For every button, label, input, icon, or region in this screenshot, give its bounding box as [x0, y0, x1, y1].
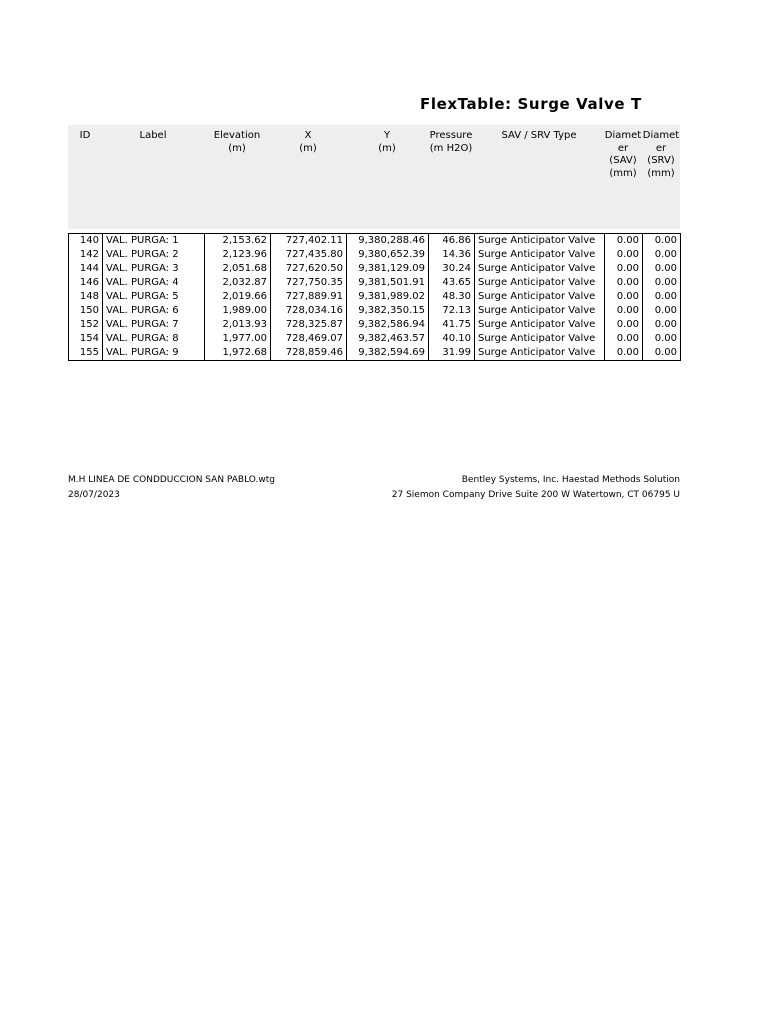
cell-y: 9,380,652.39 — [347, 248, 429, 262]
cell-label: VAL. PURGA: 3 — [103, 262, 205, 276]
cell-diam-srv: 0.00 — [643, 346, 681, 361]
cell-x: 728,034.16 — [271, 304, 347, 318]
cell-label: VAL. PURGA: 4 — [103, 276, 205, 290]
cell-diam-srv: 0.00 — [643, 262, 681, 276]
cell-x: 728,859.46 — [271, 346, 347, 361]
cell-id: 142 — [69, 248, 103, 262]
column-header-sav-srv-type: SAV / SRV Type — [501, 130, 577, 141]
cell-diam-sav: 0.00 — [605, 346, 643, 361]
cell-x: 727,435.80 — [271, 248, 347, 262]
cell-diam-sav: 0.00 — [605, 276, 643, 290]
cell-diam-sav: 0.00 — [605, 318, 643, 332]
table-row — [69, 332, 681, 346]
cell-elevation: 2,051.68 — [205, 262, 271, 276]
cell-y: 9,381,501.91 — [347, 276, 429, 290]
table-body — [69, 234, 681, 361]
cell-id: 144 — [69, 262, 103, 276]
cell-id: 148 — [69, 290, 103, 304]
cell-pressure: 40.10 — [429, 332, 475, 346]
cell-elevation: 1,972.68 — [205, 346, 271, 361]
footer-address: 27 Siemon Company Drive Suite 200 W Watertown, CT 06795 U — [391, 490, 680, 500]
cell-id: 155 — [69, 346, 103, 361]
cell-elevation: 1,977.00 — [205, 332, 271, 346]
cell-label: VAL. PURGA: 6 — [103, 304, 205, 318]
cell-diam-srv: 0.00 — [643, 304, 681, 318]
column-header-id: ID — [79, 130, 91, 141]
cell-diam-sav: 0.00 — [605, 290, 643, 304]
cell-type: Surge Anticipator Valve — [475, 234, 605, 249]
cell-type: Surge Anticipator Valve — [475, 318, 605, 332]
cell-type: Surge Anticipator Valve — [475, 332, 605, 346]
column-header-x: X (m) — [299, 130, 317, 154]
cell-id: 140 — [69, 234, 103, 249]
cell-diam-sav: 0.00 — [605, 262, 643, 276]
cell-diam-srv: 0.00 — [643, 234, 681, 249]
cell-type: Surge Anticipator Valve — [475, 248, 605, 262]
cell-id: 150 — [69, 304, 103, 318]
table-row — [69, 262, 681, 276]
cell-type: Surge Anticipator Valve — [475, 276, 605, 290]
cell-y: 9,382,463.57 — [347, 332, 429, 346]
cell-type: Surge Anticipator Valve — [475, 346, 605, 361]
cell-elevation: 2,013.93 — [205, 318, 271, 332]
cell-y: 9,380,288.46 — [347, 234, 429, 249]
table-row — [69, 234, 681, 249]
cell-diam-srv: 0.00 — [643, 318, 681, 332]
cell-y: 9,382,586.94 — [347, 318, 429, 332]
table-row — [69, 290, 681, 304]
cell-type: Surge Anticipator Valve — [475, 304, 605, 318]
cell-diam-srv: 0.00 — [643, 276, 681, 290]
table-row — [69, 346, 681, 361]
cell-id: 154 — [69, 332, 103, 346]
cell-diam-sav: 0.00 — [605, 332, 643, 346]
cell-x: 727,750.35 — [271, 276, 347, 290]
footer-company: Bentley Systems, Inc. Haestad Methods Solution — [461, 475, 680, 485]
cell-elevation: 2,019.66 — [205, 290, 271, 304]
cell-y: 9,381,129.09 — [347, 262, 429, 276]
cell-pressure: 31.99 — [429, 346, 475, 361]
cell-pressure: 48.30 — [429, 290, 475, 304]
cell-pressure: 30.24 — [429, 262, 475, 276]
page-title: FlexTable: Surge Valve T — [420, 95, 642, 113]
cell-label: VAL. PURGA: 7 — [103, 318, 205, 332]
cell-y: 9,382,594.69 — [347, 346, 429, 361]
column-header-diameter-sav: Diamet er (SAV) (mm) — [604, 130, 642, 179]
cell-pressure: 41.75 — [429, 318, 475, 332]
cell-label: VAL. PURGA: 1 — [103, 234, 205, 249]
cell-x: 727,402.11 — [271, 234, 347, 249]
cell-pressure: 43.65 — [429, 276, 475, 290]
cell-x: 727,620.50 — [271, 262, 347, 276]
footer-filename: M.H LINEA DE CONDDUCCION SAN PABLO.wtg — [68, 475, 275, 485]
cell-label: VAL. PURGA: 5 — [103, 290, 205, 304]
table-row — [69, 276, 681, 290]
cell-diam-srv: 0.00 — [643, 290, 681, 304]
footer-date: 28/07/2023 — [68, 490, 120, 500]
cell-x: 727,889.91 — [271, 290, 347, 304]
column-header-pressure: Pressure (m H2O) — [429, 130, 473, 154]
cell-elevation: 1,989.00 — [205, 304, 271, 318]
surge-valve-table — [68, 233, 681, 361]
cell-diam-srv: 0.00 — [643, 332, 681, 346]
table-row — [69, 318, 681, 332]
cell-type: Surge Anticipator Valve — [475, 290, 605, 304]
cell-diam-srv: 0.00 — [643, 248, 681, 262]
cell-y: 9,382,350.15 — [347, 304, 429, 318]
cell-id: 152 — [69, 318, 103, 332]
cell-x: 728,325.87 — [271, 318, 347, 332]
cell-pressure: 14.36 — [429, 248, 475, 262]
cell-diam-sav: 0.00 — [605, 248, 643, 262]
cell-label: VAL. PURGA: 2 — [103, 248, 205, 262]
column-header-y: Y (m) — [378, 130, 396, 154]
cell-y: 9,381,989.02 — [347, 290, 429, 304]
cell-label: VAL. PURGA: 8 — [103, 332, 205, 346]
table-row — [69, 304, 681, 318]
cell-elevation: 2,123.96 — [205, 248, 271, 262]
cell-label: VAL. PURGA: 9 — [103, 346, 205, 361]
column-header-elevation: Elevation (m) — [213, 130, 261, 154]
cell-diam-sav: 0.00 — [605, 234, 643, 249]
column-header-label: Label — [139, 130, 167, 141]
column-header-diameter-srv: Diamet er (SRV) (mm) — [642, 130, 680, 179]
cell-elevation: 2,032.87 — [205, 276, 271, 290]
cell-pressure: 46.86 — [429, 234, 475, 249]
table-row — [69, 248, 681, 262]
cell-type: Surge Anticipator Valve — [475, 262, 605, 276]
cell-elevation: 2,153.62 — [205, 234, 271, 249]
cell-x: 728,469.07 — [271, 332, 347, 346]
cell-id: 146 — [69, 276, 103, 290]
cell-pressure: 72.13 — [429, 304, 475, 318]
cell-diam-sav: 0.00 — [605, 304, 643, 318]
